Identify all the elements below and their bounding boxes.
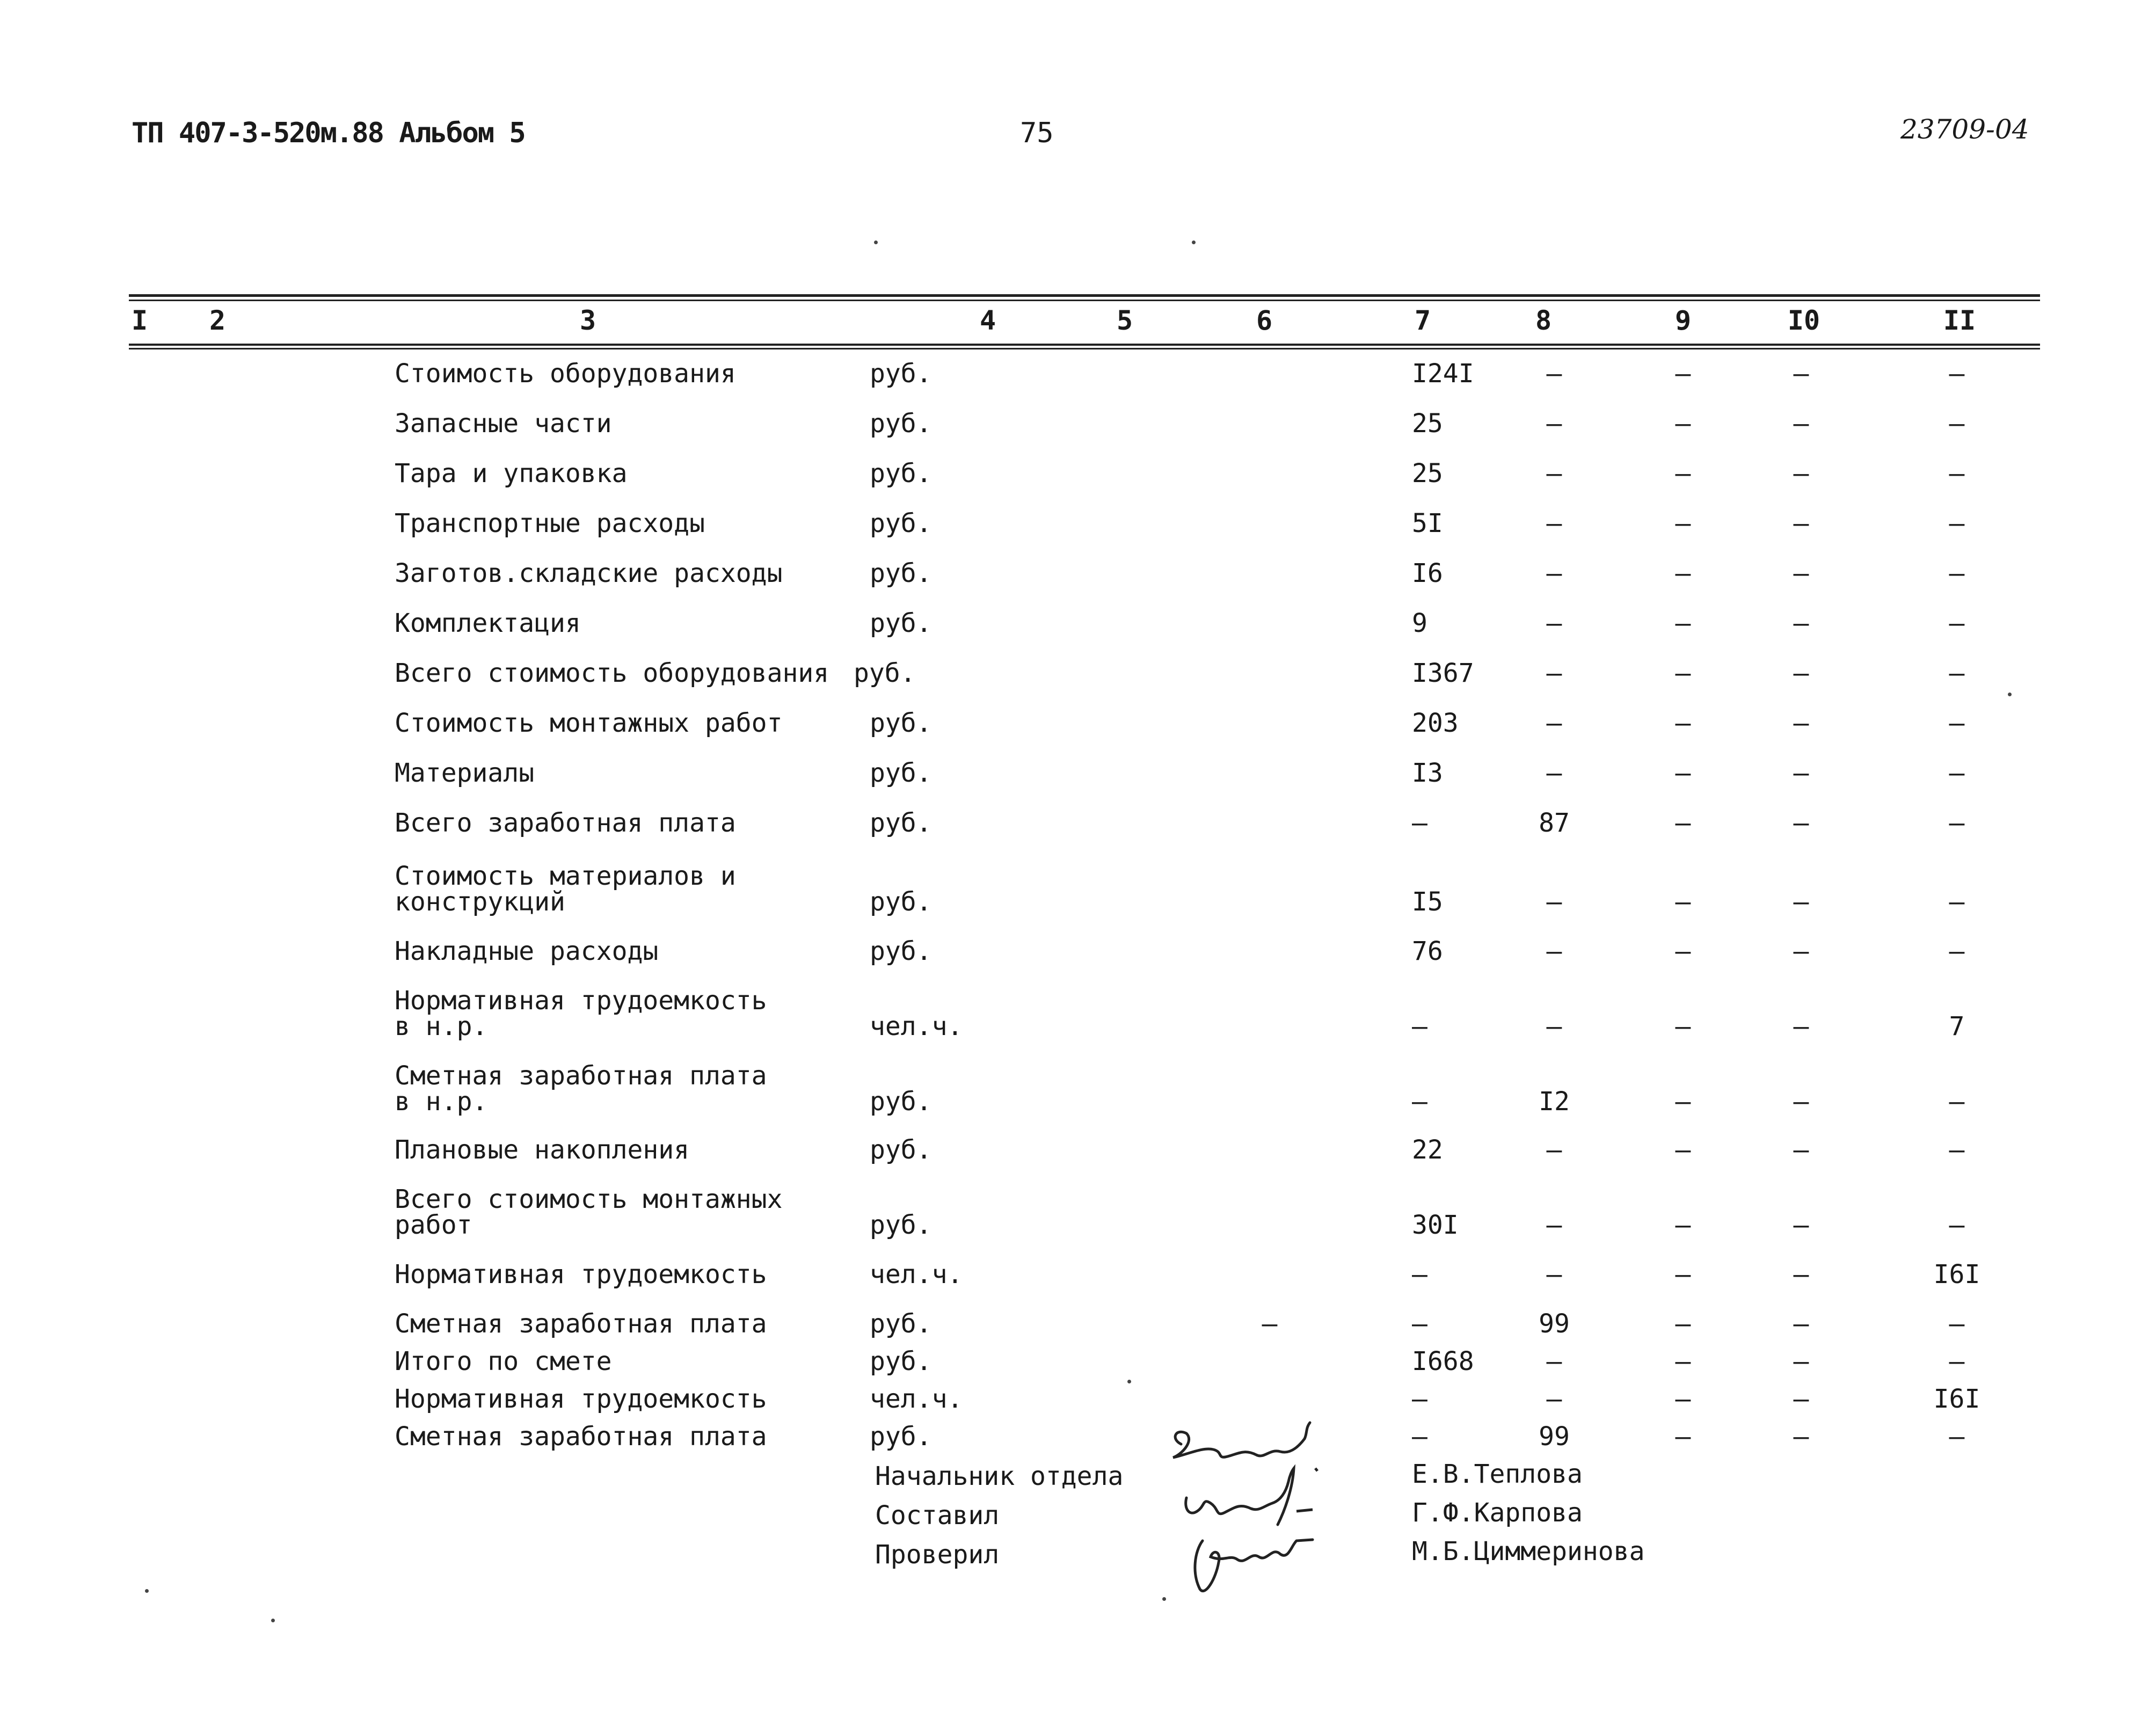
column-number-4: 4 [979, 305, 996, 336]
document-number: 23709-04 [1900, 114, 2029, 145]
scan-speck [1192, 241, 1196, 244]
row-value-col7: 25 [1412, 458, 1443, 489]
row-value-col7: – [1412, 1384, 1427, 1414]
row-unit: руб. [870, 1346, 932, 1376]
row-value-col9: – [1675, 658, 1691, 688]
row-value-col9: – [1675, 558, 1691, 588]
row-unit: руб. [854, 658, 916, 688]
row-value-col9: – [1675, 758, 1691, 788]
row-value-col9: – [1675, 1346, 1691, 1376]
row-value-col7: – [1412, 1087, 1427, 1117]
row-unit: руб. [870, 409, 932, 439]
row-unit: руб. [870, 808, 932, 838]
row-unit: руб. [870, 708, 932, 738]
row-value-col7: I367 [1412, 658, 1474, 688]
row-value-col8: – [1546, 658, 1562, 688]
row-value-col10: – [1793, 409, 1809, 439]
row-value-col9: – [1675, 708, 1691, 738]
row-value-col8: I2 [1539, 1087, 1570, 1117]
row-value-col10: – [1793, 1422, 1809, 1452]
row-value-col7: 203 [1412, 708, 1459, 738]
row-value-col9: – [1675, 887, 1691, 917]
row-unit: руб. [870, 1422, 932, 1452]
column-number-3: 3 [579, 305, 596, 336]
row-value-col10: – [1793, 608, 1809, 638]
row-description: Плановые накопления [395, 1135, 690, 1165]
row-value-col11: – [1949, 1135, 1965, 1165]
row-value-col8: – [1546, 508, 1562, 538]
row-unit: руб. [870, 359, 932, 389]
row-value-col10: – [1793, 658, 1809, 688]
row-value-col8: 87 [1539, 808, 1570, 838]
row-value-col7: – [1412, 1259, 1427, 1290]
row-value-col11: – [1949, 1309, 1965, 1339]
row-unit: руб. [870, 458, 932, 489]
table-top-rule [129, 294, 2040, 297]
row-value-col8: 99 [1539, 1422, 1570, 1452]
row-value-col7: 30I [1412, 1210, 1459, 1240]
row-value-col11: – [1949, 558, 1965, 588]
row-value-col10: – [1793, 708, 1809, 738]
row-value-col10: – [1793, 887, 1809, 917]
signature-role-checked: Проверил [875, 1540, 1000, 1570]
row-value-col11: – [1949, 758, 1965, 788]
row-value-col7: – [1412, 1011, 1427, 1041]
document-code: ТП 407-3-520м.88 Альбом 5 [132, 117, 525, 149]
row-value-col9: – [1675, 936, 1691, 966]
row-value-col8: – [1546, 887, 1562, 917]
row-value-col7: I24I [1412, 359, 1474, 389]
row-value-col11: – [1949, 359, 1965, 389]
row-description: Нормативная трудоемкость [395, 1259, 767, 1290]
scan-speck [271, 1619, 275, 1622]
row-description: Всего стоимость монтажных работ [395, 1184, 783, 1240]
page-number: 75 [1020, 117, 1054, 149]
row-description: Стоимость монтажных работ [395, 708, 783, 738]
row-description: Итого по смете [395, 1346, 612, 1376]
row-value-col11: – [1949, 1422, 1965, 1452]
row-value-col7: I6 [1412, 558, 1443, 588]
row-value-col11: – [1949, 887, 1965, 917]
scan-speck [145, 1589, 149, 1593]
row-value-col9: – [1675, 359, 1691, 389]
row-value-col9: – [1675, 1087, 1691, 1117]
row-unit: руб. [870, 1210, 932, 1240]
row-description: Стоимость оборудования [395, 359, 736, 389]
scan-speck [1127, 1380, 1131, 1383]
table-header-rule [129, 344, 2040, 346]
column-number-5: 5 [1116, 305, 1133, 336]
column-number-2: 2 [209, 305, 226, 336]
row-value-col11: I6I [1933, 1259, 1980, 1290]
row-description: Накладные расходы [395, 936, 659, 966]
row-value-col10: – [1793, 1384, 1809, 1414]
row-description: Комплектация [395, 608, 581, 638]
row-unit: руб. [870, 608, 932, 638]
row-value-col8: – [1546, 409, 1562, 439]
row-unit: чел.ч. [870, 1259, 963, 1290]
row-value-col11: – [1949, 409, 1965, 439]
row-value-col11: I6I [1933, 1384, 1980, 1414]
row-value-col10: – [1793, 508, 1809, 538]
row-value-col11: – [1949, 658, 1965, 688]
row-value-col8: – [1546, 758, 1562, 788]
row-value-col9: – [1675, 1011, 1691, 1041]
row-value-col11: – [1949, 608, 1965, 638]
signature-role-head: Начальник отдела [875, 1461, 1124, 1491]
row-value-col10: – [1793, 359, 1809, 389]
signature-name-compiled: Г.Ф.Карпова [1412, 1498, 1583, 1528]
row-value-col6: – [1262, 1309, 1278, 1339]
row-value-col8: – [1546, 1346, 1562, 1376]
row-value-col8: – [1546, 1384, 1562, 1414]
row-value-col10: – [1793, 808, 1809, 838]
row-value-col9: – [1675, 1384, 1691, 1414]
scan-speck [874, 241, 878, 244]
row-description: Нормативная трудоемкость [395, 1384, 767, 1414]
row-value-col10: – [1793, 1309, 1809, 1339]
row-value-col9: – [1675, 409, 1691, 439]
row-value-col7: 5I [1412, 508, 1443, 538]
row-value-col7: 76 [1412, 936, 1443, 966]
row-value-col10: – [1793, 1087, 1809, 1117]
handwritten-signatures [1165, 1417, 1342, 1611]
row-value-col11: – [1949, 808, 1965, 838]
row-description: Стоимость материалов и конструкций [395, 861, 736, 917]
row-value-col11: – [1949, 1087, 1965, 1117]
row-description: Сметная заработная плата [395, 1422, 767, 1452]
row-value-col7: I668 [1412, 1346, 1474, 1376]
row-value-col8: – [1546, 458, 1562, 489]
column-number-6: 6 [1256, 305, 1273, 336]
row-value-col7: 22 [1412, 1135, 1443, 1165]
row-unit: руб. [870, 1087, 932, 1117]
row-unit: руб. [870, 758, 932, 788]
row-value-col7: I5 [1412, 887, 1443, 917]
row-description: Всего заработная плата [395, 808, 736, 838]
row-unit: руб. [870, 1135, 932, 1165]
row-description: Материалы [395, 758, 535, 788]
row-value-col11: 7 [1949, 1011, 1965, 1041]
row-unit: руб. [870, 558, 932, 588]
row-value-col7: 25 [1412, 409, 1443, 439]
row-value-col11: – [1949, 1346, 1965, 1376]
signature-name-checked: М.Б.Циммеринова [1412, 1536, 1645, 1567]
signature-role-compiled: Составил [875, 1500, 1000, 1531]
row-description: Всего стоимость оборудования [395, 658, 829, 688]
row-value-col8: – [1546, 1011, 1562, 1041]
row-unit: руб. [870, 936, 932, 966]
row-unit: чел.ч. [870, 1011, 963, 1041]
row-value-col10: – [1793, 1011, 1809, 1041]
row-value-col8: – [1546, 708, 1562, 738]
row-value-col7: – [1412, 808, 1427, 838]
row-value-col11: – [1949, 458, 1965, 489]
row-description: Транспортные расходы [395, 508, 705, 538]
row-description: Сметная заработная плата в н.р. [395, 1061, 767, 1117]
row-description: Сметная заработная плата [395, 1309, 767, 1339]
row-value-col10: – [1793, 1135, 1809, 1165]
row-value-col10: – [1793, 1346, 1809, 1376]
row-value-col8: 99 [1539, 1309, 1570, 1339]
scan-speck [1162, 1597, 1166, 1601]
row-value-col8: – [1546, 558, 1562, 588]
column-number-11: II [1943, 305, 1976, 336]
row-value-col8: – [1546, 1259, 1562, 1290]
row-value-col7: – [1412, 1309, 1427, 1339]
row-value-col8: – [1546, 1210, 1562, 1240]
row-value-col7: – [1412, 1422, 1427, 1452]
row-value-col11: – [1949, 1210, 1965, 1240]
row-value-col9: – [1675, 1135, 1691, 1165]
row-value-col9: – [1675, 1422, 1691, 1452]
row-value-col11: – [1949, 508, 1965, 538]
column-number-1: I [131, 305, 148, 336]
row-description: Запасные части [395, 409, 612, 439]
row-description: Тара и упаковка [395, 458, 628, 489]
row-value-col8: – [1546, 936, 1562, 966]
row-value-col9: – [1675, 508, 1691, 538]
row-value-col8: – [1546, 608, 1562, 638]
row-value-col8: – [1546, 1135, 1562, 1165]
scan-speck [2008, 693, 2012, 696]
row-value-col9: – [1675, 608, 1691, 638]
row-unit: руб. [870, 1309, 932, 1339]
row-unit: руб. [870, 887, 932, 917]
row-value-col9: – [1675, 1210, 1691, 1240]
row-value-col7: I3 [1412, 758, 1443, 788]
column-number-8: 8 [1535, 305, 1552, 336]
column-number-7: 7 [1414, 305, 1431, 336]
row-value-col11: – [1949, 708, 1965, 738]
column-number-10: I0 [1787, 305, 1820, 336]
row-value-col10: – [1793, 936, 1809, 966]
row-value-col9: – [1675, 458, 1691, 489]
row-value-col9: – [1675, 1309, 1691, 1339]
row-unit: руб. [870, 508, 932, 538]
row-value-col10: – [1793, 758, 1809, 788]
column-number-9: 9 [1674, 305, 1692, 336]
row-value-col10: – [1793, 458, 1809, 489]
row-value-col11: – [1949, 936, 1965, 966]
signature-name-head: Е.В.Теплова [1412, 1459, 1583, 1489]
row-value-col10: – [1793, 558, 1809, 588]
row-unit: чел.ч. [870, 1384, 963, 1414]
row-value-col7: 9 [1412, 608, 1427, 638]
row-value-col9: – [1675, 808, 1691, 838]
row-value-col9: – [1675, 1259, 1691, 1290]
table-header-rule-thin [129, 348, 2040, 349]
table-top-rule-thin [129, 300, 2040, 301]
row-description: Нормативная трудоемкость в н.р. [395, 986, 767, 1041]
row-value-col10: – [1793, 1210, 1809, 1240]
row-value-col8: – [1546, 359, 1562, 389]
row-description: Заготов.складские расходы [395, 558, 783, 588]
row-value-col10: – [1793, 1259, 1809, 1290]
